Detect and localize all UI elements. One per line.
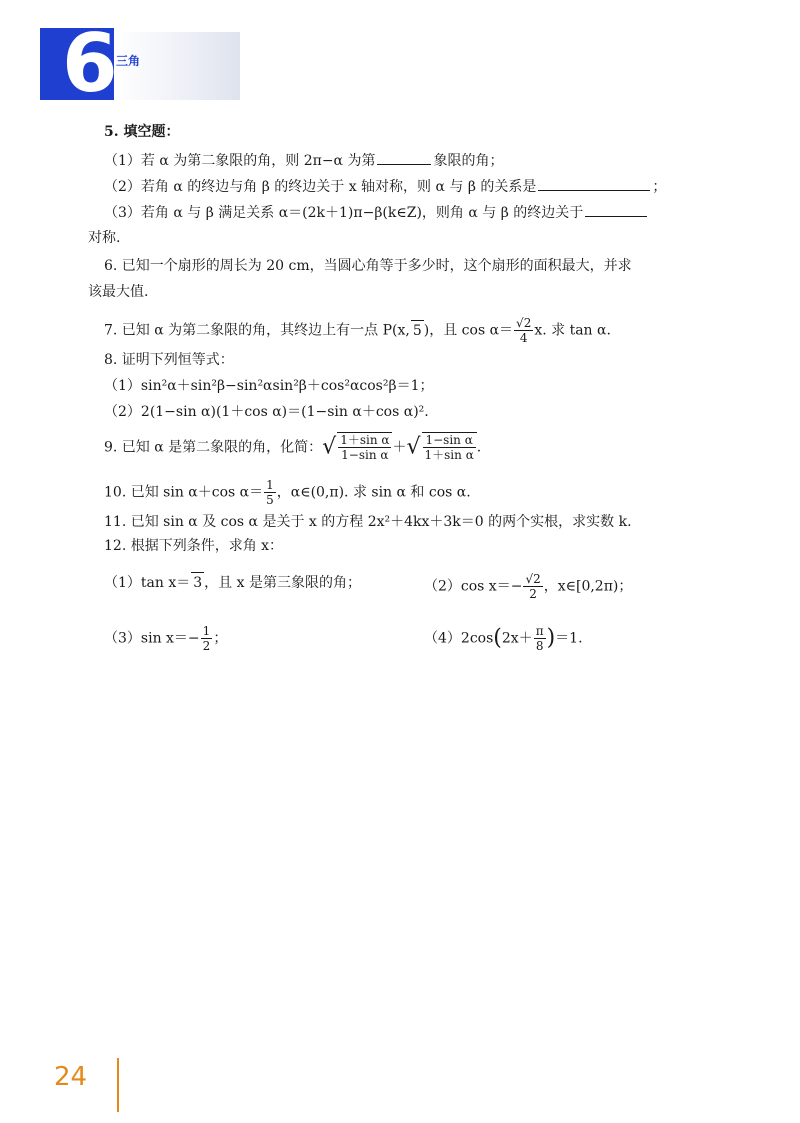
fraction: $\frac{\text{1−sin α}}{\text{1＋sin α}}$ — [424, 433, 474, 462]
chapter-header — [40, 17, 240, 110]
problem-7: 7. 已知 α 为第二象限的角，其终边上有一点 P(x, 5 )，且 cos α＝ $\frac{√2}{4}$ x. 求 tan α. — [104, 316, 611, 345]
problem-5-q3: （3）若角 α 与 β 满足关系 α＝(2k＋1)π−β(k∈Z)，则角 α 与 β 的终边关于 — [104, 202, 649, 223]
problem-5-title: 5. 填空题： — [104, 124, 180, 140]
answer-blank — [377, 150, 431, 165]
fraction: $\frac{1}{5}$ — [266, 478, 274, 507]
problem-10: 10. 已知 sin α＋cos α＝ $\frac{1}{5}$ ，α∈(0,π). 求 sin α 和 cos α. — [104, 478, 471, 507]
problem-6-cont: 该最大值. — [88, 284, 149, 300]
answer-blank — [538, 176, 650, 191]
chapter-number: 6 — [62, 17, 118, 110]
chapter-title: 三角 — [116, 54, 141, 68]
problem-12-q3: （3）sin x＝− $\frac{1}{2}$ ； — [104, 624, 228, 653]
problem-9: 9. 已知 α 是第二象限的角，化简：√ $\frac{\text{1＋sin α}}{\text{1−sin α}}$ ＋√ $\frac{\text{1−sin α}}{\text{1＋sin α}}$ . — [104, 433, 482, 462]
page-divider — [117, 1058, 119, 1112]
problem-12-q1: （1）tan x＝ 3 ，且 x 是第三象限的角； — [104, 572, 361, 593]
problem-5-q2: （2）若角 α 的终边与角 β 的终边关于 x 轴对称，则 α 与 β 的关系是 ； — [104, 176, 666, 197]
sqrt: 5 — [411, 320, 424, 341]
problem-5-q3-cont: 对称. — [88, 230, 121, 246]
problem-5-q1: （1）若 α 为第二象限的角，则 2π−α 为第 象限的角； — [104, 150, 503, 171]
problem-8-q2: （2）2(1−sin α)(1＋cos α)＝(1−sin α＋cos α)². — [104, 404, 429, 420]
problem-12-q2: （2）cos x＝− $\frac{√2}{2}$ ，x∈[0,2π)； — [424, 572, 633, 601]
problem-8-q1: （1）sin²α＋sin²β−sin²αsin²β＋cos²αcos²β＝1； — [104, 378, 434, 394]
fraction: $\frac{\text{1＋sin α}}{\text{1−sin α}}$ — [340, 433, 390, 462]
problem-6: 6. 已知一个扇形的周长为 20 cm，当圆心角等于多少时，这个扇形的面积最大，并求 — [104, 258, 632, 274]
sqrt: 3 — [191, 572, 204, 593]
problem-8-title: 8. 证明下列恒等式： — [104, 352, 234, 368]
fraction: $\frac{√2}{2}$ — [525, 572, 541, 601]
problem-12-q4: （4）2cos(2x＋ $\frac{\pi}{8}$ )＝1. — [424, 624, 583, 653]
answer-blank — [585, 202, 647, 217]
page-number: 24 — [54, 1062, 88, 1092]
fraction: $\frac{√2}{4}$ — [516, 316, 532, 345]
problem-11: 11. 已知 sin α 及 cos α 是关于 x 的方程 2x²＋4kx＋3k＝0 的两个实根，求实数 k. — [104, 514, 632, 530]
problem-12-title: 12. 根据下列条件，求角 x： — [104, 538, 284, 554]
fraction: $\frac{1}{2}$ — [202, 624, 211, 653]
fraction: $\frac{\pi}{8}$ — [535, 624, 544, 653]
